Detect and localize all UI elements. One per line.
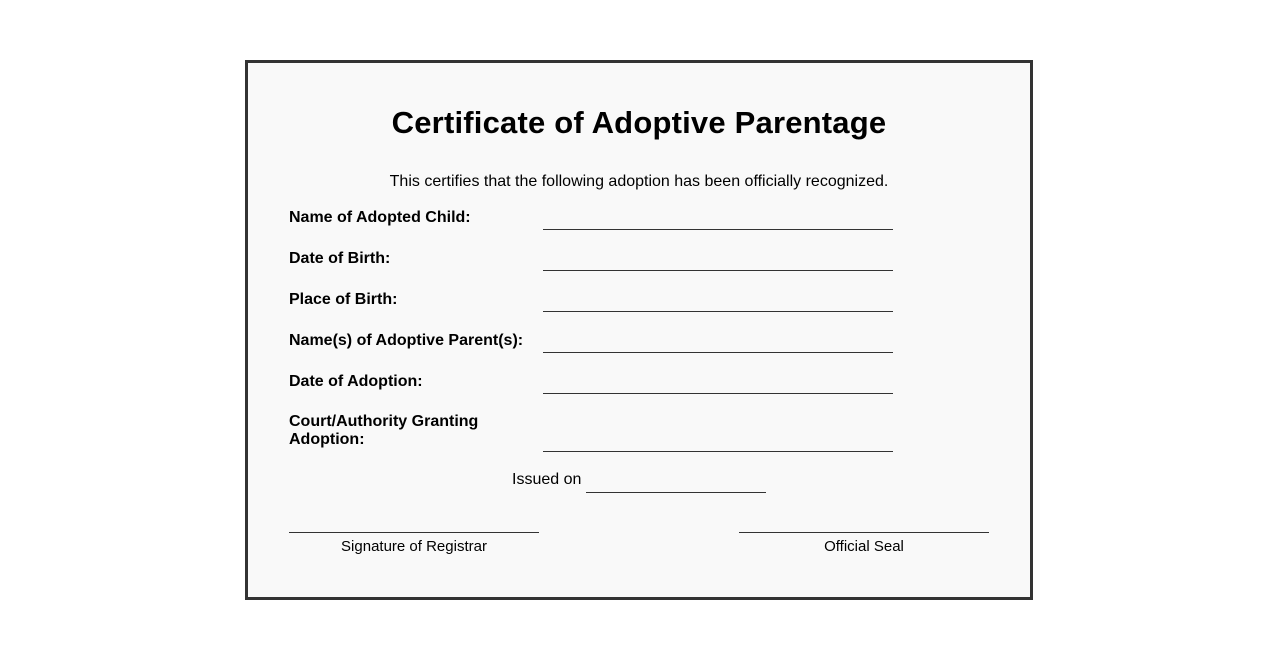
field-date-of-adoption [289, 373, 899, 413]
field-blank-line [543, 229, 893, 230]
field-adoptive-parents [289, 332, 899, 372]
field-court-authority [289, 413, 899, 473]
field-adopted-child-name [289, 209, 899, 249]
registrar-signature-block [289, 532, 539, 555]
field-blank-line [543, 352, 893, 353]
certificate-subtitle: This certifies that the following adoption has been officially recognized. [389, 173, 889, 190]
field-label: Date of Adoption: [289, 373, 423, 390]
field-label: Place of Birth: [289, 291, 398, 308]
certificate [245, 60, 1033, 600]
field-label: Name of Adopted Child: [289, 209, 471, 226]
field-blank-line [543, 270, 893, 271]
field-label: Court/Authority Granting Adoption: [289, 413, 479, 448]
issued-on-label: Issued on [512, 471, 582, 488]
seal-line [739, 532, 989, 533]
field-label: Date of Birth: [289, 250, 391, 267]
field-place-of-birth [289, 291, 899, 331]
field-label: Name(s) of Adoptive Parent(s): [289, 332, 524, 349]
signature-caption: Signature of Registrar [341, 538, 487, 555]
field-blank-line [543, 451, 893, 452]
issued-on-blank-line [586, 492, 766, 493]
field-blank-line [543, 393, 893, 394]
field-blank-line [543, 311, 893, 312]
signature-line [289, 532, 539, 533]
official-seal-block [739, 532, 989, 555]
field-date-of-birth [289, 250, 899, 290]
certificate-title: Certificate of Adoptive Parentage [391, 105, 887, 140]
seal-caption: Official Seal [824, 538, 904, 555]
